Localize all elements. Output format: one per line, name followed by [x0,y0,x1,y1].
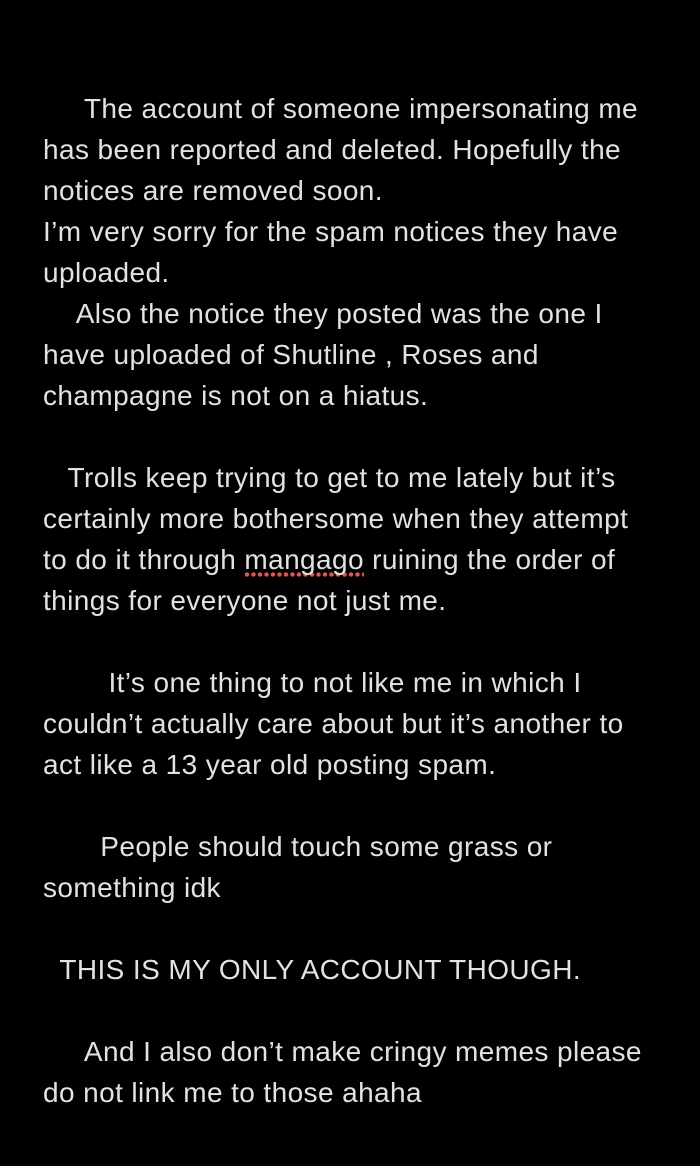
note-line-with-misspelling [43,539,692,580]
misspelled-word-underlined[interactable]: mangago [244,544,364,575]
note-blank-line [43,908,692,949]
note-line: It’s one thing to not like me in which I [43,667,582,698]
note-line: THIS IS MY ONLY ACCOUNT THOUGH. [43,954,582,985]
note-line: notices are removed soon. [43,175,383,206]
note-line: Also the notice they posted was the one I [43,298,603,329]
note-line: something idk [43,872,221,903]
note-line: has been reported and deleted. Hopefully the [43,134,622,165]
note-line: have uploaded of Shutline , Roses and [43,339,539,370]
note-line: And I also don’t make cringy memes please [43,1036,642,1067]
note-line: act like a 13 year old posting spam. [43,749,497,780]
note-line: certainly more bothersome when they attempt [43,503,629,534]
note-line: champagne is not on a hiatus. [43,380,429,411]
note-line: things for everyone not just me. [43,585,447,616]
note-line: I’m very sorry for the spam notices they have [43,216,619,247]
text-before-misspelled-word: to do it through [43,544,245,575]
note-line: do not link me to those ahaha [43,1077,422,1108]
note-line: People should touch some grass or [43,831,553,862]
note-blank-line [43,621,692,662]
note-line: Trolls keep trying to get to me lately but it’s [43,462,616,493]
note-blank-line [43,416,692,457]
note-line: uploaded. [43,257,170,288]
note-line: The account of someone impersonating me [43,93,639,124]
note-line: couldn’t actually care about but it’s another to [43,708,624,739]
note-blank-line [43,785,692,826]
text-after-misspelled-word: ruining the order of [363,544,616,575]
note-blank-line [43,990,692,1031]
